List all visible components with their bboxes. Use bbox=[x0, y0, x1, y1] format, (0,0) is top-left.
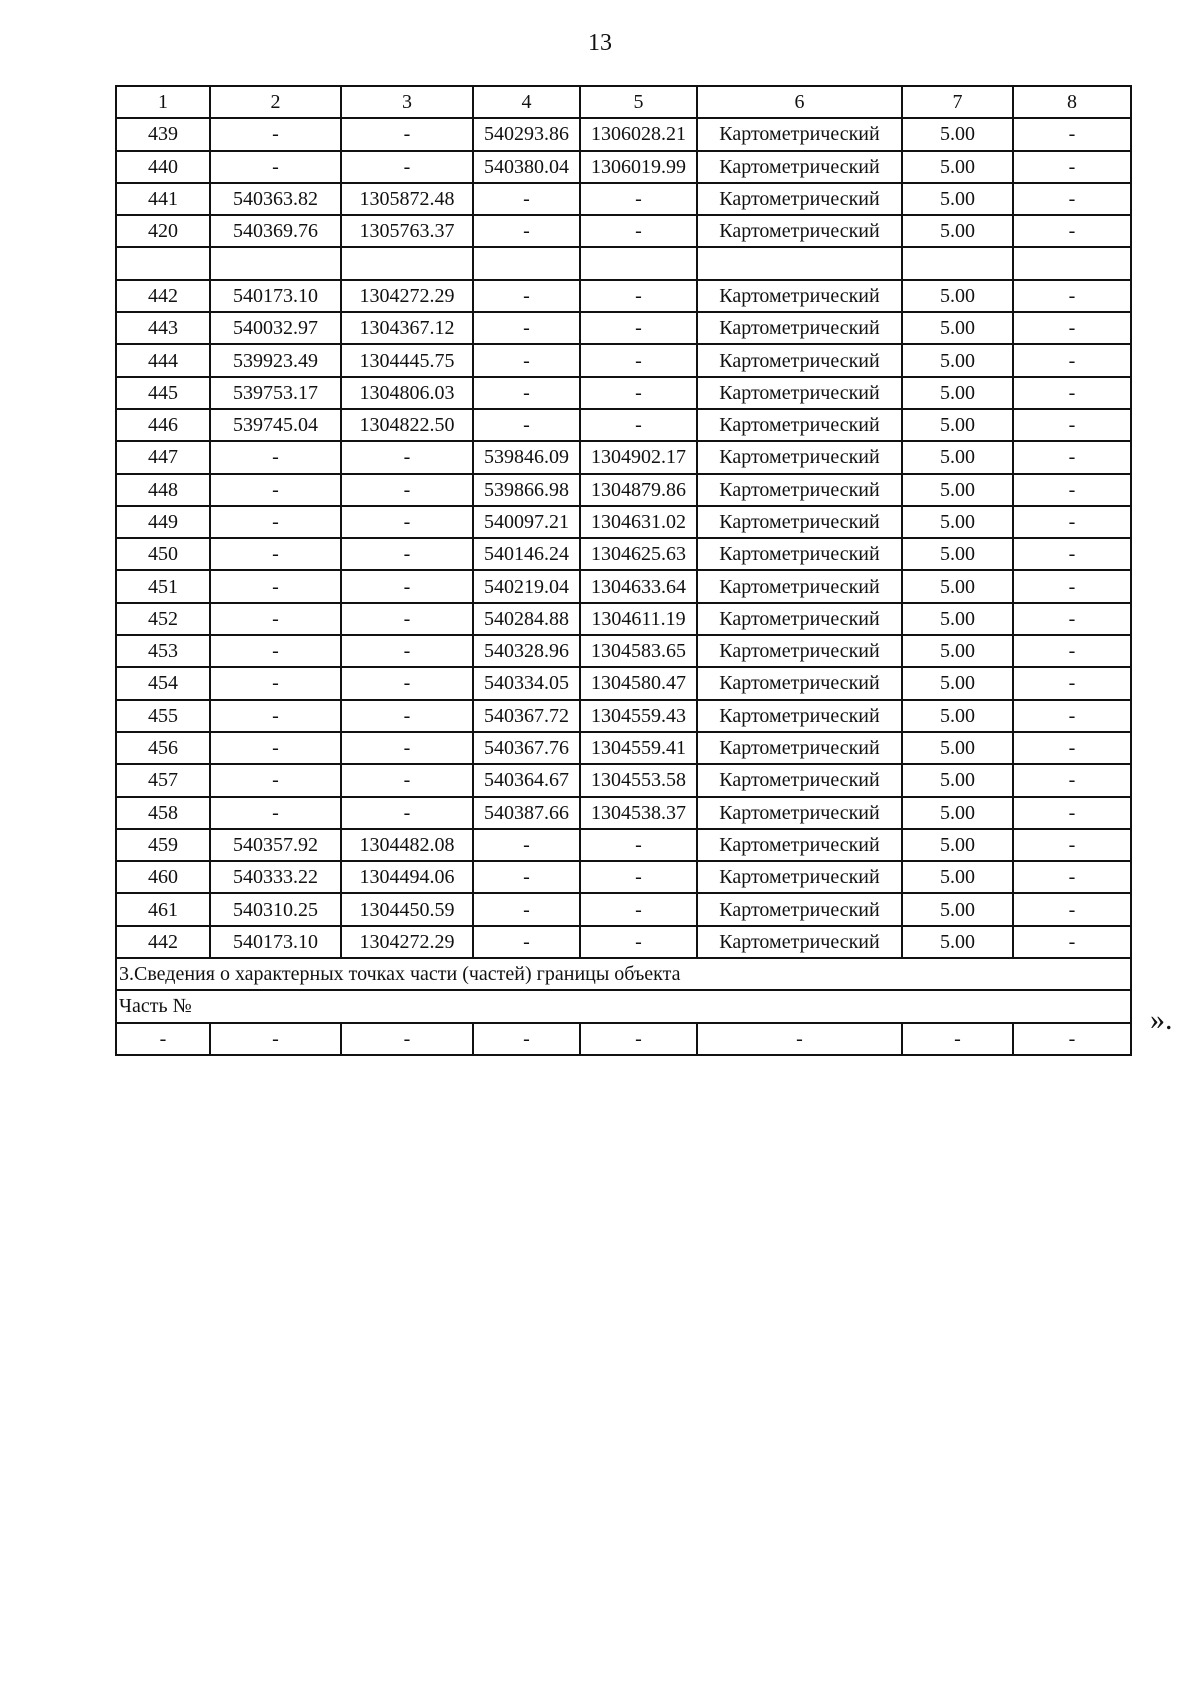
table-row bbox=[116, 247, 1131, 279]
table-cell: - bbox=[1013, 506, 1131, 538]
table-cell: - bbox=[473, 312, 580, 344]
column-number-header: 3 bbox=[341, 86, 473, 118]
table-cell: 539745.04 bbox=[210, 409, 341, 441]
table-cell: 5.00 bbox=[902, 797, 1013, 829]
table-cell: 1304611.19 bbox=[580, 603, 697, 635]
table-cell: - bbox=[210, 1023, 341, 1055]
table-cell: Картометрический bbox=[697, 797, 902, 829]
table-cell: 5.00 bbox=[902, 732, 1013, 764]
table-cell: - bbox=[902, 1023, 1013, 1055]
table-cell: 5.00 bbox=[902, 506, 1013, 538]
table-cell: Картометрический bbox=[697, 118, 902, 150]
table-cell: 444 bbox=[116, 344, 210, 376]
table-cell: 5.00 bbox=[902, 829, 1013, 861]
table-cell: 1304272.29 bbox=[341, 926, 473, 958]
table-cell: - bbox=[1013, 700, 1131, 732]
table-cell: 540173.10 bbox=[210, 280, 341, 312]
table-cell: - bbox=[1013, 603, 1131, 635]
table-cell: - bbox=[1013, 764, 1131, 796]
table-cell: 540097.21 bbox=[473, 506, 580, 538]
part-label-row bbox=[116, 990, 1131, 1022]
table-cell: - bbox=[1013, 215, 1131, 247]
table-cell: - bbox=[210, 506, 341, 538]
table-cell: 449 bbox=[116, 506, 210, 538]
table-row bbox=[116, 603, 1131, 635]
table-cell: - bbox=[1013, 667, 1131, 699]
table-cell: 540328.96 bbox=[473, 635, 580, 667]
table-cell: - bbox=[210, 538, 341, 570]
table-cell: 1304625.63 bbox=[580, 538, 697, 570]
table-cell: - bbox=[210, 570, 341, 602]
table-cell: - bbox=[1013, 409, 1131, 441]
table-cell: - bbox=[473, 829, 580, 861]
table-row bbox=[116, 700, 1131, 732]
table-cell: 1304879.86 bbox=[580, 474, 697, 506]
table-row bbox=[116, 797, 1131, 829]
table-cell: - bbox=[580, 861, 697, 893]
table-cell: Картометрический bbox=[697, 667, 902, 699]
table-cell: Картометрический bbox=[697, 603, 902, 635]
table-cell: 1304633.64 bbox=[580, 570, 697, 602]
table-cell: 459 bbox=[116, 829, 210, 861]
table-cell: 5.00 bbox=[902, 280, 1013, 312]
table-cell: 540333.22 bbox=[210, 861, 341, 893]
table-cell: - bbox=[210, 635, 341, 667]
table-cell: Картометрический bbox=[697, 764, 902, 796]
table-cell: 5.00 bbox=[902, 538, 1013, 570]
table-row bbox=[116, 926, 1131, 958]
table-cell: 1304538.37 bbox=[580, 797, 697, 829]
column-number-header: 2 bbox=[210, 86, 341, 118]
table-cell: - bbox=[341, 797, 473, 829]
table-cell: - bbox=[473, 183, 580, 215]
table-cell: 1305763.37 bbox=[341, 215, 473, 247]
table-cell: Картометрический bbox=[697, 861, 902, 893]
table-cell: - bbox=[210, 474, 341, 506]
table-cell: 5.00 bbox=[902, 700, 1013, 732]
table-row bbox=[116, 538, 1131, 570]
table-cell bbox=[116, 247, 210, 279]
table-cell: 1304367.12 bbox=[341, 312, 473, 344]
table-cell: Картометрический bbox=[697, 312, 902, 344]
table-cell: - bbox=[341, 667, 473, 699]
table-cell: 5.00 bbox=[902, 151, 1013, 183]
table-row bbox=[116, 344, 1131, 376]
column-number-header: 8 bbox=[1013, 86, 1131, 118]
table-cell: - bbox=[580, 344, 697, 376]
table-cell: - bbox=[1013, 344, 1131, 376]
column-number-header: 1 bbox=[116, 86, 210, 118]
table-cell: 420 bbox=[116, 215, 210, 247]
table-cell: - bbox=[1013, 635, 1131, 667]
table-cell: 5.00 bbox=[902, 603, 1013, 635]
table-cell: 5.00 bbox=[902, 118, 1013, 150]
table-cell: 1306028.21 bbox=[580, 118, 697, 150]
table-cell: 5.00 bbox=[902, 215, 1013, 247]
table-cell: - bbox=[1013, 926, 1131, 958]
table-row bbox=[116, 183, 1131, 215]
table-cell: - bbox=[341, 732, 473, 764]
table-cell: 5.00 bbox=[902, 312, 1013, 344]
table-cell: Картометрический bbox=[697, 280, 902, 312]
table-cell: - bbox=[473, 215, 580, 247]
table-cell: - bbox=[210, 797, 341, 829]
table-cell: - bbox=[341, 151, 473, 183]
table-cell: Картометрический bbox=[697, 215, 902, 247]
table-cell: 1304559.41 bbox=[580, 732, 697, 764]
table-cell: Картометрический bbox=[697, 151, 902, 183]
table-cell: Картометрический bbox=[697, 183, 902, 215]
table-cell: - bbox=[580, 183, 697, 215]
table-row bbox=[116, 377, 1131, 409]
table-cell: - bbox=[580, 215, 697, 247]
table-cell: 1304822.50 bbox=[341, 409, 473, 441]
table-cell: 540219.04 bbox=[473, 570, 580, 602]
table-cell: - bbox=[1013, 797, 1131, 829]
table-cell: 540310.25 bbox=[210, 893, 341, 925]
table-cell bbox=[341, 247, 473, 279]
table-cell: 440 bbox=[116, 151, 210, 183]
table-cell: Картометрический bbox=[697, 441, 902, 473]
table-cell: 441 bbox=[116, 183, 210, 215]
table-cell: - bbox=[580, 280, 697, 312]
table-cell: - bbox=[210, 118, 341, 150]
table-row bbox=[116, 118, 1131, 150]
table-row bbox=[116, 409, 1131, 441]
table-cell: - bbox=[473, 280, 580, 312]
table-cell: 458 bbox=[116, 797, 210, 829]
table-cell: - bbox=[210, 441, 341, 473]
table-cell: 5.00 bbox=[902, 861, 1013, 893]
table-cell: 1304902.17 bbox=[580, 441, 697, 473]
table-cell: - bbox=[473, 893, 580, 925]
table-cell: 5.00 bbox=[902, 926, 1013, 958]
table-cell: - bbox=[210, 603, 341, 635]
table-cell: 452 bbox=[116, 603, 210, 635]
table-cell: Картометрический bbox=[697, 732, 902, 764]
table-cell: 539753.17 bbox=[210, 377, 341, 409]
table-cell: 540173.10 bbox=[210, 926, 341, 958]
table-cell: - bbox=[210, 764, 341, 796]
table-cell: 540387.66 bbox=[473, 797, 580, 829]
table-cell: 448 bbox=[116, 474, 210, 506]
table-cell: - bbox=[1013, 829, 1131, 861]
table-cell bbox=[210, 247, 341, 279]
table-cell: 456 bbox=[116, 732, 210, 764]
table-cell: 540380.04 bbox=[473, 151, 580, 183]
table-cell: - bbox=[1013, 732, 1131, 764]
table-cell: - bbox=[1013, 1023, 1131, 1055]
table-cell: 445 bbox=[116, 377, 210, 409]
table-cell: 5.00 bbox=[902, 344, 1013, 376]
closing-quote: ». bbox=[1150, 1003, 1173, 1036]
table-cell: 455 bbox=[116, 700, 210, 732]
table-cell: - bbox=[1013, 474, 1131, 506]
table-cell: Картометрический bbox=[697, 409, 902, 441]
table-cell: 1304580.47 bbox=[580, 667, 697, 699]
table-cell: 450 bbox=[116, 538, 210, 570]
column-number-row bbox=[116, 86, 1131, 118]
table-cell: - bbox=[341, 538, 473, 570]
table-cell: - bbox=[341, 603, 473, 635]
table-cell bbox=[697, 247, 902, 279]
column-number-header: 7 bbox=[902, 86, 1013, 118]
part-label: Часть № bbox=[116, 990, 1131, 1022]
table-cell: 457 bbox=[116, 764, 210, 796]
table-cell: Картометрический bbox=[697, 635, 902, 667]
table-cell: - bbox=[580, 312, 697, 344]
table-row bbox=[116, 474, 1131, 506]
table-cell: 447 bbox=[116, 441, 210, 473]
table-cell: - bbox=[697, 1023, 902, 1055]
table-cell: 539846.09 bbox=[473, 441, 580, 473]
table-cell: - bbox=[473, 409, 580, 441]
table-cell: Картометрический bbox=[697, 893, 902, 925]
coordinates-table bbox=[115, 85, 1132, 1056]
final-row bbox=[116, 1023, 1131, 1055]
table-row bbox=[116, 441, 1131, 473]
table-cell: - bbox=[341, 764, 473, 796]
column-number-header: 6 bbox=[697, 86, 902, 118]
table-row bbox=[116, 506, 1131, 538]
table-cell: - bbox=[1013, 312, 1131, 344]
column-number-header: 4 bbox=[473, 86, 580, 118]
section-title-row bbox=[116, 958, 1131, 990]
table-cell: 1304445.75 bbox=[341, 344, 473, 376]
table-row bbox=[116, 732, 1131, 764]
table-cell: 1306019.99 bbox=[580, 151, 697, 183]
table-cell: 5.00 bbox=[902, 377, 1013, 409]
table-cell: 1304559.43 bbox=[580, 700, 697, 732]
table-cell: 1304272.29 bbox=[341, 280, 473, 312]
table-cell: - bbox=[580, 409, 697, 441]
table-cell: 446 bbox=[116, 409, 210, 441]
table-row bbox=[116, 893, 1131, 925]
table-cell bbox=[902, 247, 1013, 279]
section-title: 3.Сведения о характерных точках части (частей) границы объекта bbox=[116, 958, 1131, 990]
table-cell: - bbox=[1013, 280, 1131, 312]
table-cell: - bbox=[473, 1023, 580, 1055]
table-cell: - bbox=[580, 926, 697, 958]
table-row bbox=[116, 312, 1131, 344]
table-cell: 461 bbox=[116, 893, 210, 925]
table-cell: Картометрический bbox=[697, 829, 902, 861]
table-cell: - bbox=[210, 700, 341, 732]
table-cell: 540146.24 bbox=[473, 538, 580, 570]
table-cell: 5.00 bbox=[902, 635, 1013, 667]
table-cell: - bbox=[1013, 441, 1131, 473]
table-cell: Картометрический bbox=[697, 506, 902, 538]
table-cell: 1305872.48 bbox=[341, 183, 473, 215]
table-cell: - bbox=[473, 861, 580, 893]
table-cell: Картометрический bbox=[697, 570, 902, 602]
table-cell: Картометрический bbox=[697, 538, 902, 570]
table-cell: 443 bbox=[116, 312, 210, 344]
table-cell: - bbox=[210, 151, 341, 183]
table-cell: 454 bbox=[116, 667, 210, 699]
table-cell: 453 bbox=[116, 635, 210, 667]
table-body bbox=[116, 118, 1131, 1055]
table-cell: - bbox=[473, 377, 580, 409]
table-cell: - bbox=[1013, 118, 1131, 150]
table-cell: 539866.98 bbox=[473, 474, 580, 506]
table-cell: Картометрический bbox=[697, 377, 902, 409]
table-row bbox=[116, 570, 1131, 602]
table-cell: - bbox=[473, 344, 580, 376]
table-cell: - bbox=[116, 1023, 210, 1055]
table-cell: Картометрический bbox=[697, 344, 902, 376]
table-cell: - bbox=[210, 667, 341, 699]
table-row bbox=[116, 667, 1131, 699]
table-cell: - bbox=[1013, 538, 1131, 570]
table-cell bbox=[1013, 247, 1131, 279]
table-cell: Картометрический bbox=[697, 474, 902, 506]
table-cell: 540363.82 bbox=[210, 183, 341, 215]
column-number-header: 5 bbox=[580, 86, 697, 118]
table-cell: 540284.88 bbox=[473, 603, 580, 635]
table-row bbox=[116, 829, 1131, 861]
table-cell: - bbox=[580, 829, 697, 861]
table-cell: 5.00 bbox=[902, 667, 1013, 699]
table-cell: 539923.49 bbox=[210, 344, 341, 376]
table-cell: - bbox=[341, 441, 473, 473]
table-cell: - bbox=[1013, 151, 1131, 183]
table-row bbox=[116, 764, 1131, 796]
table-cell: Картометрический bbox=[697, 926, 902, 958]
table-cell: 5.00 bbox=[902, 474, 1013, 506]
table-cell: - bbox=[341, 118, 473, 150]
table-cell: - bbox=[341, 700, 473, 732]
table-cell: 442 bbox=[116, 280, 210, 312]
table-cell: - bbox=[580, 377, 697, 409]
table-cell: Картометрический bbox=[697, 700, 902, 732]
table-row bbox=[116, 861, 1131, 893]
table-cell: - bbox=[210, 732, 341, 764]
table-cell: 540293.86 bbox=[473, 118, 580, 150]
table-cell: 5.00 bbox=[902, 441, 1013, 473]
table-cell: - bbox=[341, 1023, 473, 1055]
table-cell: 1304482.08 bbox=[341, 829, 473, 861]
table-row bbox=[116, 635, 1131, 667]
table-cell bbox=[580, 247, 697, 279]
table-cell: 540367.72 bbox=[473, 700, 580, 732]
table-cell: 451 bbox=[116, 570, 210, 602]
table-row bbox=[116, 151, 1131, 183]
table-cell bbox=[473, 247, 580, 279]
table-cell: 439 bbox=[116, 118, 210, 150]
table-cell: - bbox=[341, 474, 473, 506]
table-cell: 1304450.59 bbox=[341, 893, 473, 925]
table-cell: - bbox=[580, 893, 697, 925]
table-cell: 540334.05 bbox=[473, 667, 580, 699]
table-cell: - bbox=[1013, 570, 1131, 602]
table-cell: 540032.97 bbox=[210, 312, 341, 344]
table-row bbox=[116, 280, 1131, 312]
table-cell: - bbox=[1013, 893, 1131, 925]
table-cell: - bbox=[1013, 861, 1131, 893]
table-cell: 540367.76 bbox=[473, 732, 580, 764]
table-cell: 540364.67 bbox=[473, 764, 580, 796]
table-cell: 540357.92 bbox=[210, 829, 341, 861]
table-cell: - bbox=[341, 570, 473, 602]
table-cell: - bbox=[1013, 377, 1131, 409]
table-cell: - bbox=[341, 635, 473, 667]
table-cell: 1304553.58 bbox=[580, 764, 697, 796]
table-cell: - bbox=[1013, 183, 1131, 215]
table-cell: 5.00 bbox=[902, 570, 1013, 602]
table-cell: 1304494.06 bbox=[341, 861, 473, 893]
table-cell: 442 bbox=[116, 926, 210, 958]
table-cell: 1304631.02 bbox=[580, 506, 697, 538]
table-cell: 5.00 bbox=[902, 183, 1013, 215]
table-cell: 5.00 bbox=[902, 409, 1013, 441]
table-cell: 460 bbox=[116, 861, 210, 893]
table-cell: - bbox=[473, 926, 580, 958]
table-cell: - bbox=[341, 506, 473, 538]
page-number: 13 bbox=[588, 30, 612, 56]
table-cell: 1304806.03 bbox=[341, 377, 473, 409]
table-cell: - bbox=[580, 1023, 697, 1055]
table-cell: 540369.76 bbox=[210, 215, 341, 247]
table-row bbox=[116, 215, 1131, 247]
table-cell: 5.00 bbox=[902, 893, 1013, 925]
table-cell: 5.00 bbox=[902, 764, 1013, 796]
table-cell: 1304583.65 bbox=[580, 635, 697, 667]
